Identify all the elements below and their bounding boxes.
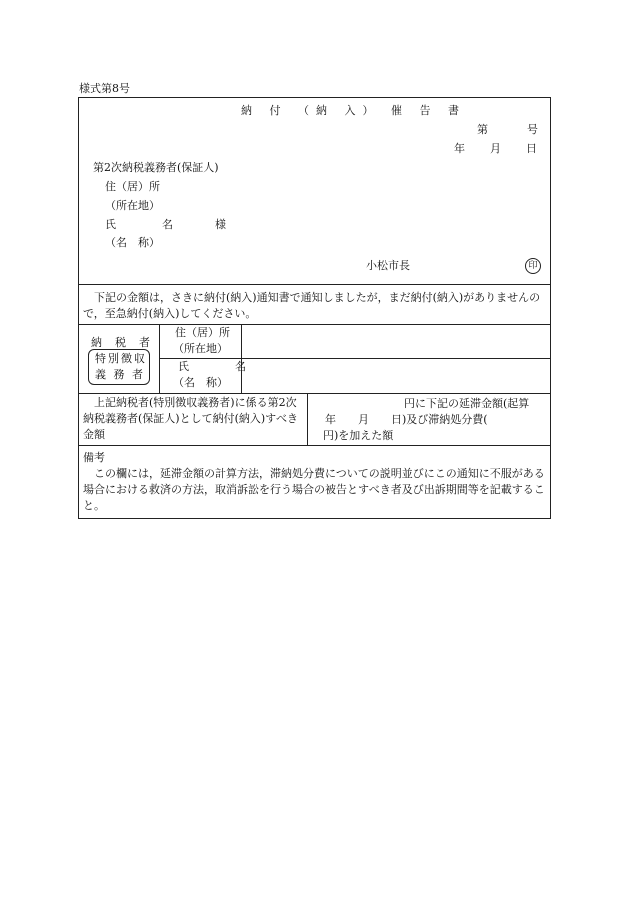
notice-form bbox=[78, 97, 551, 519]
remarks-heading: 備考 bbox=[83, 451, 105, 464]
remarks-text: この欄には，延滞金額の計算方法，滞納処分費についての説明並びにこの通知に不服がある場合における救済の方法，取消訴訟を行う場合の被告とすべき者及び出訴期間等を記載すること。 bbox=[83, 467, 545, 512]
addressee-name-label: 氏 名 bbox=[105, 218, 181, 231]
form-title: 納 付 （納 入） 催 告 書 bbox=[241, 104, 466, 117]
divider bbox=[79, 445, 550, 446]
form-number: 様式第8号 bbox=[79, 82, 130, 95]
taxpayer-address-label: 住（居）所 bbox=[175, 326, 230, 339]
amount-label: 上記納税者(特別徴収義務者)に係る第2次納税義務者(保証人)として納付(納入)すべき金額 bbox=[83, 396, 298, 441]
date-month: 月 bbox=[490, 142, 501, 155]
divider bbox=[307, 393, 308, 445]
taxpayer-name-label: 氏 名 bbox=[178, 360, 254, 373]
seal-mark: 印 bbox=[525, 258, 541, 274]
taxpayer-location-label: （所在地） bbox=[173, 342, 228, 355]
divider bbox=[79, 324, 550, 325]
divider bbox=[79, 393, 550, 394]
date-year: 年 bbox=[454, 142, 465, 155]
notice-text: 下記の金額は，さきに納付(納入)通知書で通知しましたが，まだ納付(納入)がありませんので，至急納付(納入)してください。 bbox=[83, 291, 541, 320]
taxpayer-name-alt-label: （名 称） bbox=[173, 376, 228, 389]
addressee-address-label: 住（居）所 bbox=[105, 180, 160, 193]
divider bbox=[159, 358, 550, 359]
special-collector-label: 特別徴収 bbox=[95, 352, 147, 365]
addressee-location-label: （所在地） bbox=[105, 199, 160, 212]
amount-line1: 円に下記の延滞金額(起算 bbox=[404, 397, 530, 410]
number-prefix: 第 bbox=[477, 123, 488, 136]
amount-line3: 円)を加えた額 bbox=[323, 429, 394, 442]
issuer-name: 小松市長 bbox=[366, 259, 410, 272]
taxpayer-label: 納 税 者 bbox=[91, 336, 151, 349]
addressee-name-alt-label: （名 称） bbox=[105, 236, 160, 249]
amount-line2: 年 月 日)及び滞納処分費( bbox=[325, 413, 488, 426]
divider bbox=[79, 284, 550, 285]
date-day: 日 bbox=[526, 142, 537, 155]
addressee-sama: 様 bbox=[215, 218, 226, 231]
addressee-role: 第2次納税義務者(保証人) bbox=[93, 161, 219, 174]
number-suffix: 号 bbox=[527, 123, 538, 136]
obligor-label: 義 務 者 bbox=[95, 368, 145, 381]
